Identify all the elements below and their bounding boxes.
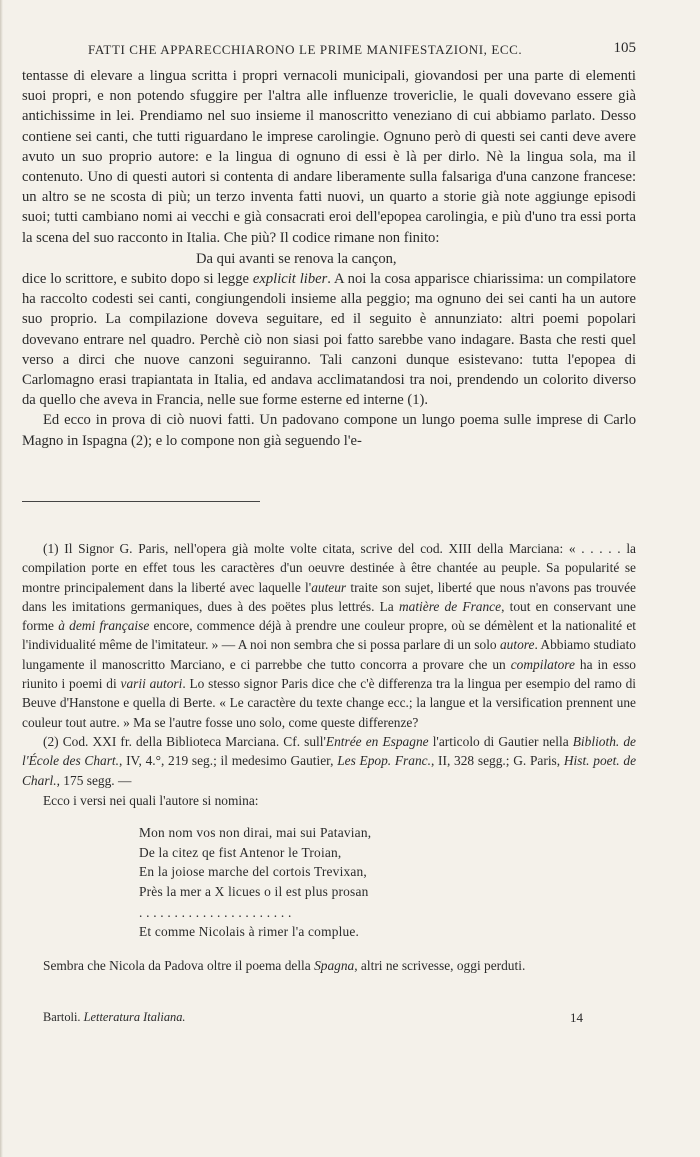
footnote-2-em: Hist. poet. de Charl. <box>22 753 637 788</box>
footnote-1 <box>22 539 636 732</box>
closing-remark <box>22 956 636 975</box>
paragraph-2-text-b: . A noi la cosa apparisce chiarissima: un compilatore ha raccolto codesti sei canti, congiungendoli insieme alla peggio; ma ognuno dei sei canti ha un autore suo proprio. La compilazione doveva seguitare, ed il seguito è annunziato: altri poemi popolari dovevano entrare nel quadro. Perchè ciò non siasi poi fatto sarebbe vano indagare. Basta che resti quel verso a dirci che nuove canzoni seguiranno. Tali canzoni dunque esistevano: tutta l'epopea di Carlomagno erasi trapiantata in Italia, ed andava acclimatandosi tra noi, prendendo un colorito diverso da quello che aveva in Francia, nelle sue forme esterne ed interne (1). <box>22 271 636 409</box>
footnote-2 <box>22 732 636 790</box>
verse-line: En la joiose marche del cortois Trevixan, <box>139 864 367 880</box>
running-header <box>88 42 636 58</box>
footnote-2-em: Les Epop. Franc. <box>337 753 431 769</box>
footnote-1-text: ha in esso riunito i poemi di <box>22 656 636 692</box>
footnote-1-em: compilatore <box>510 656 575 672</box>
footnote-1-em: auteur <box>311 579 347 595</box>
verse-block <box>139 823 636 942</box>
footnote-2-text: l'articolo di Gautier nella <box>428 733 573 749</box>
paragraph-2-emphasis: explicit liber <box>252 271 328 288</box>
footnote-1-em: matière de France <box>398 598 502 614</box>
footnote-2-text: , II, 328 segg.; G. Paris, <box>430 753 564 769</box>
footnote-1-text: encore, commence déjà à prendre une couleur propre, où se démèlent et la nationalité et l'individualité même de l'imitateur. » — A noi non sembra che si possa parlare di un solo <box>22 618 636 653</box>
footnote-1-text: . Lo stesso signor Paris dice che c'è differenza tra la lingua per esempio del ramo di Beuve d'Hanstone e quella di Berte. « Le caractère du texte change ecc.; la langue et la versification prennent une couleur tout autre. » Ma se l'autre fosse uno solo, come queste differenze? <box>22 676 636 730</box>
footnote-1-text: , tout en conservant une forme <box>22 598 636 634</box>
footnote-1-text: . Abbiamo studiato lungamente il manoscritto Marciano, e ci parrebbe che tutto concorra a provare che un <box>22 637 636 672</box>
footer-work-title: Letteratura Italiana. <box>83 1010 186 1024</box>
footnote-2-em: Entrée en Espagne <box>325 733 429 749</box>
paragraph-3: Ed ecco in prova di ciò nuovi fatti. Un padovano compone un lungo poema sulle imprese di Carlo Magno in Ispagna (2); e lo compone non già seguendo l'e- <box>22 412 636 449</box>
footnote-2-text: , IV, 4.°, 219 seg.; il medesimo Gautier, <box>119 753 338 769</box>
footnote-2-text: (2) Cod. XXI fr. della Biblioteca Marciana. Cf. sull' <box>43 733 326 749</box>
footnote-1-em: autore <box>499 637 535 653</box>
footer-author: Bartoli. <box>43 1010 81 1024</box>
verse-line: Près la mer a X licues o il est plus prosan <box>139 883 369 899</box>
quoted-verse: Da qui avanti se renova la cançon, <box>196 250 397 267</box>
closing-remark-text: Sembra che Nicola da Padova oltre il poema della <box>43 957 315 973</box>
footnote-1-text: traite son sujet, liberté que nous n'avons pas trouvée dans les imitations germaniques, dues à des poëtes plus lettrés. La <box>22 579 636 614</box>
verse-line: Mon nom vos non dirai, mai sui Patavian, <box>139 825 372 841</box>
footnote-1-text: (1) Il Signor G. Paris, nell'opera già molte volte citata, scrive del cod. XIII della Marciana: « . . . . . la compilation porte en effet tous les caractères d'un oeuvre destinée à être chantée au peuple. Sa popularité se montre principalement dans la liberté avec laquelle l' <box>22 541 636 595</box>
closing-remark-text: , altri ne scrivesse, oggi perduti. <box>354 957 526 973</box>
footnote-rule <box>22 501 260 502</box>
closing-remark-em: Spagna <box>314 957 355 973</box>
footnote-2-text: , 175 segg. — <box>56 772 132 788</box>
main-text <box>22 66 636 451</box>
footnote-1-em: à demi française <box>58 618 150 634</box>
verse-ellipsis: . . . . . . . . . . . . . . . . . . . . . . <box>139 904 292 920</box>
signature-mark: 14 <box>570 1010 583 1025</box>
footnote-1-em: varii autori <box>120 676 183 692</box>
page-number: 105 <box>613 40 636 56</box>
paragraph-1: tentasse di elevare a lingua scritta i propri vernacoli municipali, giovandosi per una parte di elementi suoi propri, e non potendo sfuggire per l'altra alle influenze trovericlie, le quali dovevano essere già antichissime in lei. Prendiamo nel suo insieme il manoscritto veneziano di cui abbiamo parlato. Desso contiene sei canti, che tutti riguardano le imprese carolingie. Ognuno però di questi sei canti deve avere avuto un suo proprio autore: e la lingua di ognuno di essi è là per dirlo. Nè la lingua sola, ma il contenuto. Uno di questi autori si contenta di andare liberamente sulla falsariga d'una canzone francese: un altro se ne scosta di più; un terzo inventa fatti nuovi, un quarto a storie già note aggiunge episodi suoi; tutti cambiano nomi ai vecchi e già consacrati eroi dell'epopea carolingia, e più d'uno tra essi porta la scena del suo racconto in Italia. Che più? Il codice rimane non finito: <box>22 68 636 246</box>
running-title: FATTI CHE APPARECCHIARONO LE PRIME MANIFESTAZIONI, ECC. <box>88 42 523 57</box>
footnotes <box>22 539 636 975</box>
paragraph-2-text-a: dice lo scrittore, e subito dopo si legge <box>22 271 253 288</box>
paragraph-2 <box>22 269 636 410</box>
page-footer <box>43 1010 583 1025</box>
closing-verse: Et comme Nicolais à rimer l'a complue. <box>139 924 360 940</box>
verses-intro: Ecco i versi nei quali l'autore si nomina: <box>43 792 259 808</box>
page-edge <box>0 0 3 1157</box>
verse-line: De la citez qe fist Antenor le Troian, <box>139 844 342 860</box>
footnote-2-em: Biblioth. de l'École des Chart. <box>22 733 636 769</box>
